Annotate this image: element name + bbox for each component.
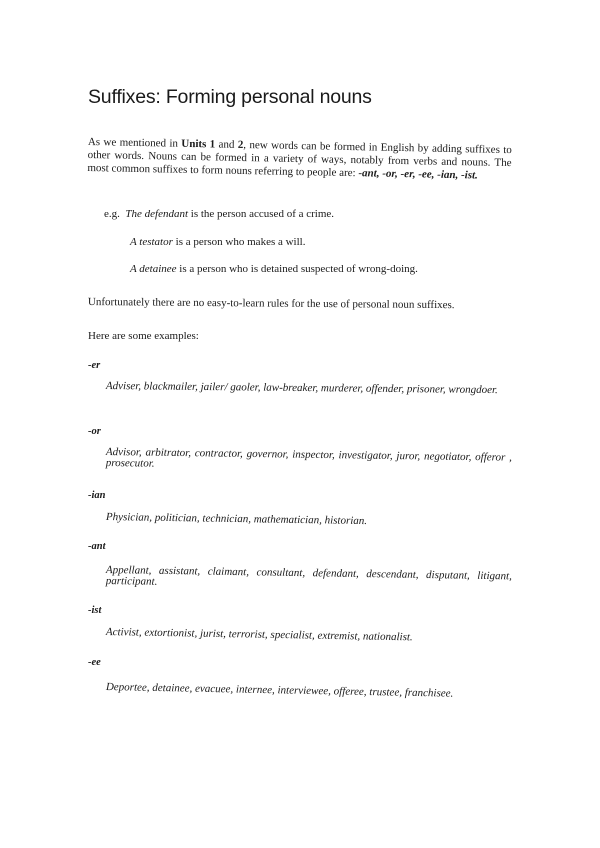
suffix-heading-ist: -ist <box>88 605 102 616</box>
intro-suffix-list: -ant, -or, -er, -ee, -ian, -ist. <box>358 166 478 182</box>
examples-intro: Here are some examples: <box>88 330 199 342</box>
suffix-words-ian: Physician, politician, technician, mathematician, historian. <box>105 511 368 528</box>
example-3-text: is a person who is detained suspected of wrong-doing. <box>176 263 418 275</box>
suffix-heading-ee: -ee <box>88 657 101 668</box>
intro-text-3: , new words can be formed in English by adding suffixes to other words. Nouns can be formed in a variety of ways, notably from verbs and nouns. The most common suffixes to form nouns referring to people are: <box>87 138 512 179</box>
suffix-words-ee: Deportee, detainee, evacuee, internee, interviewee, offeree, trustee, franchisee. <box>105 681 454 700</box>
example-1-term: The defendant <box>125 208 189 220</box>
example-3 <box>130 263 418 275</box>
example-1-text: is the person accused of a crime. <box>188 208 335 220</box>
example-3-term: A detainee <box>130 263 177 275</box>
example-2-text: is a person who makes a will. <box>172 236 306 248</box>
intro-text-2: and <box>215 138 238 151</box>
rules-note: Unfortunately there are no easy-to-learn rules for the use of personal noun suffixes. <box>87 296 455 312</box>
page-title: Suffixes: Forming personal nouns <box>88 86 372 108</box>
suffix-heading-er: -er <box>88 360 101 371</box>
eg-label: e.g. <box>104 208 120 220</box>
intro-units-1: Units 1 <box>181 137 216 151</box>
suffix-heading-ian: -ian <box>88 490 106 501</box>
example-2-term: A testator <box>130 236 173 248</box>
intro-text-1: As we mentioned in <box>87 136 182 150</box>
suffix-words-or: Advisor, arbitrator, contractor, governor, inspector, investigator, juror, negotiator, offeror , prosecutor. <box>105 446 512 470</box>
suffix-words-er: Adviser, blackmailer, jailer/ gaoler, law-breaker, murderer, offender, prisoner, wrongdoer. <box>105 380 498 397</box>
intro-units-2: 2 <box>237 138 244 151</box>
suffix-words-ant: Appellant, assistant, claimant, consultant, defendant, descendant, disputant, litigant, participant. <box>105 564 512 588</box>
suffix-heading-ant: -ant <box>88 541 106 552</box>
example-1 <box>104 208 334 220</box>
suffix-heading-or: -or <box>88 426 101 437</box>
intro-paragraph <box>87 136 512 183</box>
suffix-words-ist: Activist, extortionist, jurist, terrorist, specialist, extremist, nationalist. <box>105 626 413 644</box>
example-2 <box>130 236 305 248</box>
